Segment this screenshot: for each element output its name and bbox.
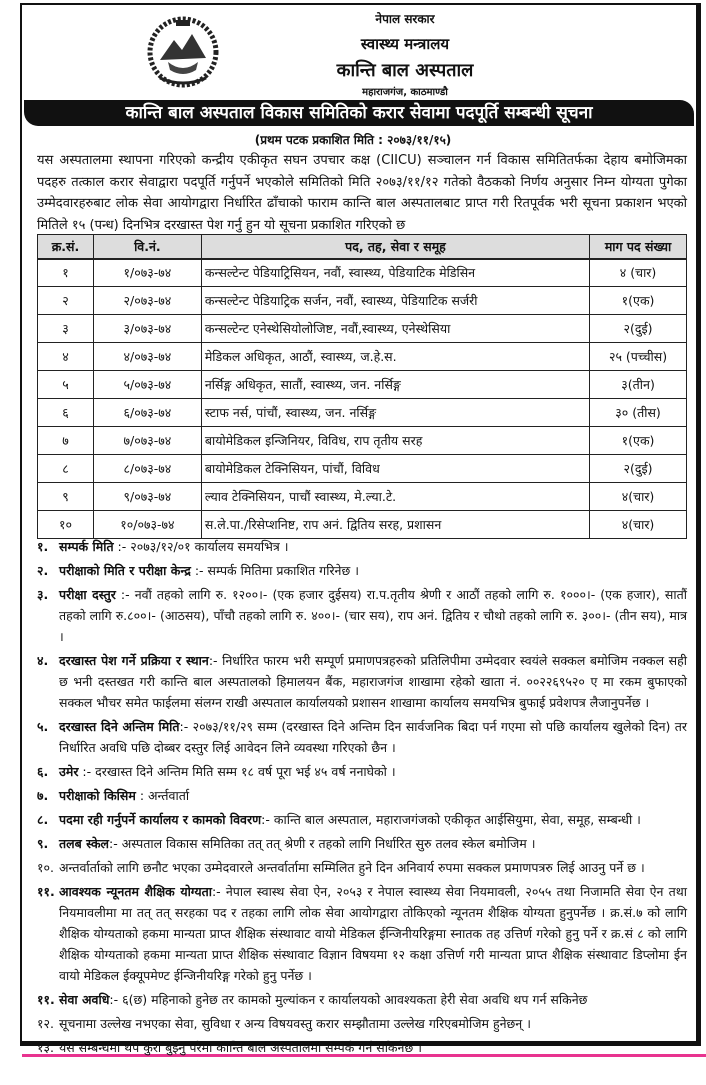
table-row (38, 371, 687, 399)
item-body (59, 881, 687, 986)
item-text: :- नवौं तहको लागि रु. १२००।- (एक हजार दुईसय) रा.प.तृतीय श्रेणी र आठौं तहको लागि रु. १०००।- (एक हजार), सातौं तहको लागि रु.८००।- (आठसय), पाँचौ तहको लागि रु. ४००।- (चार सय), राप अनं. द्वितिय र चौथो तहको लागि रु. ३००।- (तीन सय), मात्र । (59, 587, 687, 644)
count-cell: ४(चार) (590, 483, 687, 511)
item-body (59, 857, 645, 878)
item-number: ३. (37, 587, 49, 602)
item-label: सम्पर्क मिति (59, 539, 114, 554)
item-label: उमेर (59, 764, 79, 779)
position-cell: कन्सल्टेन्ट एनेस्थेसियोलोजिष्ट, नवौं,स्वास्थ्य, एनेस्थेसिया (201, 315, 589, 343)
ad-number-cell: १०/०७३-७४ (93, 511, 201, 539)
terms-list (37, 536, 687, 1061)
item-label: आवश्यक न्यूनतम शैक्षिक योग्यता (59, 884, 212, 899)
position-cell: मेडिकल अधिकृत, आठौं, स्वास्थ्य, ज.हे.स. (201, 343, 589, 371)
count-cell: २(दुई) (590, 455, 687, 483)
item-label: परीक्षा दस्तुर (59, 587, 116, 602)
item-text: अन्तर्वार्ताको लागि छनौट भएका उम्मेदवारले अन्तर्वार्तामा सम्मिलित हुने दिन अनिवार्य रुपमा सक्कल प्रमाणपत्ररु लिई आउनु पर्ने छ । (59, 860, 645, 875)
item-number: २. (37, 563, 49, 578)
item-body (59, 536, 288, 557)
item-text: :- २०७३/१२/०१ कार्यालय समयभित्र । (113, 539, 289, 554)
ad-number-cell: ९/०७३-७४ (93, 483, 201, 511)
table-row (38, 287, 687, 315)
list-item (37, 1013, 687, 1034)
hospital-address: महाराजगंज, काठमाण्डौ (362, 87, 448, 98)
item-body (59, 833, 535, 854)
serial-cell: ७ (38, 427, 94, 455)
hospital-name: कान्ति बाल अस्पताल (336, 60, 474, 81)
table-row (38, 343, 687, 371)
item-body (59, 584, 687, 647)
item-label: दरखास्त पेश गर्ने प्रक्रिया र स्थान (59, 653, 209, 668)
position-cell: बायोमेडिकल इन्जिनियर, विविध, राप तृतीय सरह (201, 427, 589, 455)
item-body (59, 1037, 422, 1058)
serial-cell: ९ (38, 483, 94, 511)
position-cell: स.ले.पा./रिसेप्शनिष्ट, राप अनं. द्वितिय सरह, प्रशासन (201, 511, 589, 539)
item-body (59, 650, 687, 713)
intro-paragraph: यस अस्पतालमा स्थापना गरिएको कन्द्रीय एकीकृत सघन उपचार कक्ष (CIICU) सञ्चालन गर्न विकास समितितर्फका देहाय बमोजिमका पदहरु तत्काल करार सेवाद्वारा पदपूर्ति गर्नुपर्ने भएकोले समितिको मिति २०७३/११/१२ गतेको वैठकको निर्णय अनुसार निम्न योग्यता पुगेका उम्मेदवारहरुबाट लोक सेवा आयोगद्वारा निर्धारित ढाँचाको फाराम कान्ति बाल अस्पतालबाट प्राप्त गरी रितपूर्वक भरी सूचना प्रकाशन भएको मितिले १५ (पन्ध) दिनभित्र दरखास्त पेश गर्नु हुन यो सूचना प्रकाशित गरिएको छ (37, 153, 687, 233)
list-item (37, 989, 687, 1010)
column-header: पद, तह, सेवा र समूह (201, 235, 589, 259)
item-text: :- अस्पताल विकास समितिका तत् तत् श्रेणी र तहको लागि निर्धारित सुरु तलव स्केल बमोजिम । (109, 836, 536, 851)
list-item (37, 716, 687, 758)
column-header: माग पद संख्या (590, 235, 687, 259)
item-text: :- कान्ति बाल अस्पताल, महाराजगंजको एकीकृत आईसियुमा, सेवा, समूह, सम्बन्धी । (261, 812, 641, 827)
ministry-name: स्वास्थ्य मन्त्रालय (360, 35, 450, 53)
count-cell: २५ (पच्चीस) (590, 343, 687, 371)
ad-number-cell: ५/०७३-७४ (93, 371, 201, 399)
table-row (38, 455, 687, 483)
item-number: ४. (37, 653, 49, 668)
ad-number-cell: ६/०७३-७४ (93, 399, 201, 427)
item-text: :- सम्पर्क मितिमा प्रकाशित गरिनेछ । (190, 563, 359, 578)
position-cell: ल्याव टेक्निसियन, पाचौं स्वास्थ्य, मे.ल्या.टे. (201, 483, 589, 511)
table-row (38, 427, 687, 455)
item-body (59, 1013, 531, 1034)
count-cell: २(दुई) (590, 315, 687, 343)
list-item (37, 650, 687, 713)
item-number: ७. (37, 788, 49, 803)
publication-date: (प्रथम पटक प्रकाशित मिति : २०७३/११/१५) (254, 133, 452, 147)
count-cell: ४ (चार) (590, 259, 687, 287)
count-cell: १(एक) (590, 287, 687, 315)
list-item (37, 785, 687, 806)
column-header: वि.नं. (93, 235, 201, 259)
list-item (37, 833, 687, 854)
item-number: ९. (37, 836, 49, 851)
item-text: :- नेपाल स्वास्थ सेवा ऐन, २०५३ र नेपाल स्वास्थ्य सेवा नियमावली, २०५५ तथा निजामति सेवा ऐन तथा नियमावलीमा मा तत् तत् सरहका पद र तहका लागि लोक सेवा आयोगद्वारा तोकिएको न्यूनतम शैक्षिक योग्यता हुनुपर्नेछ । क्र.सं.७ को लागि शैक्षिक योग्यताको हकमा मान्यता प्राप्त शैक्षिक संस्थावाट वायो मेडिकल ईन्जिनीयरिङ्गमा स्नातक तह उत्तिर्ण गरेको हुनु पर्ने र क्र.सं ८ को लागि शैक्षिक योग्यताको हकमा मान्यता प्राप्त शैक्षिक संस्थावाट विज्ञान विषयमा १२ कक्षा उत्तिर्ण गरी मान्यता प्राप्त शैक्षिक संस्थावाट डिप्लोमा ईन वायो मेडिकल ईक्यूपमेण्ट ईन्जिनीयरिङ्ग गरेको हुनु पर्नेछ । (59, 884, 687, 983)
ad-number-cell: १/०७३-७४ (93, 259, 201, 287)
list-item (37, 857, 687, 878)
vacancy-table (37, 234, 687, 539)
item-number: ६. (37, 764, 49, 779)
serial-cell: ८ (38, 455, 94, 483)
position-cell: कन्सल्टेन्ट पेडियाट्रिसियन, नवौं, स्वास्थ्य, पेडियाटिक मेडिसिन (201, 259, 589, 287)
item-number: ५. (37, 719, 49, 734)
item-text: :- निर्धारित फारम भरी सम्पूर्ण प्रमाणपत्रहरुको प्रतिलिपीमा उम्मेदवार स्वयंले सक्कल बमोजिम नक्कल सही छ भनी दस्तखत गरी कान्ति बाल अस्पतालको हिमालयन बैंक, महाराजगंज शाखामा रहेको खाता नं. ००२२६९५२० ए मा रकम बुफाएको सक्कल भौचर समेत फाईलमा संलग्न राखी अस्पताल कार्यालयको प्रशासन शाखामा कार्यालय समयभित्र बुफाई प्रवेशपत्र लैजानुपर्नेछ । (59, 653, 687, 710)
item-body (59, 761, 396, 782)
table-header-row (38, 235, 687, 259)
serial-cell: ३ (38, 315, 94, 343)
list-item (37, 881, 687, 986)
list-item (37, 560, 687, 581)
item-number: ८. (37, 812, 49, 827)
notice-title-banner: कान्ति बाल अस्पताल विकास समितिको करार सेवामा पदपूर्ति सम्बन्धी सूचना (24, 100, 694, 126)
item-label: परीक्षाको किसिम (59, 788, 136, 803)
item-body (59, 809, 641, 830)
item-number: ११. (37, 884, 55, 899)
item-text: सूचनामा उल्लेख नभएका सेवा, सुविधा र अन्य विषयवस्तु करार सम्झौतामा उल्लेख गरिएबमोजिम हुनेछन् । (59, 1016, 531, 1031)
item-number: १०. (37, 860, 54, 875)
item-label: सेवा अवधि (59, 992, 110, 1007)
item-text: :- २०७३/११/२९ सम्म (दरखास्त दिने अन्तिम दिन सार्वजनिक बिदा पर्न गएमा सो पछि कार्यालय खुलेको दिन) तर निर्धारित अवधि पछि दोब्बर दस्तुर लिई आवेदन लिने व्यवस्था गरिएको छैन । (59, 719, 687, 755)
position-cell: कन्सल्टेन्ट पेडियाट्रिक सर्जन, नवौं, स्वास्थ्य, पेडियाटिक सर्जरी (201, 287, 589, 315)
ad-number-cell: ४/०७३-७४ (93, 343, 201, 371)
table-row (38, 511, 687, 539)
list-item (37, 761, 687, 782)
position-cell: बायोमेडिकल टेक्निसियन, पांचौं, विविध (201, 455, 589, 483)
item-label: परीक्षाको मिति र परीक्षा केन्द्र (59, 563, 191, 578)
count-cell: ३(तीन) (590, 371, 687, 399)
serial-cell: ४ (38, 343, 94, 371)
item-body (59, 716, 687, 758)
position-cell: स्टाफ नर्स, पांचौं, स्वास्थ्य, जन. नर्सिङ्ग (201, 399, 589, 427)
item-text: यस सम्बन्धमा थप कुरा बुझ्नु परेमा कान्ति बाल अस्पतालमा सम्पर्क गर्न सकिनेछ । (59, 1040, 422, 1055)
item-text: :- ६(छ) महिनाको हुनेछ तर कामको मुल्यांकन र कार्यालयको आवश्यकता हेरी सेवा अवधि थप गर्न सकिनेछ (109, 992, 588, 1007)
serial-cell: ६ (38, 399, 94, 427)
item-label: पदमा रही गर्नुपर्ने कार्यालय र कामको विवरण (59, 812, 262, 827)
item-number: ११. (37, 992, 55, 1007)
list-item (37, 536, 687, 557)
ad-number-cell: ७/०७३-७४ (93, 427, 201, 455)
serial-cell: १ (38, 259, 94, 287)
count-cell: ४(चार) (590, 511, 687, 539)
position-cell: नर्सिङ्ग अधिकृत, सातौं, स्वास्थ्य, जन. नर्सिङ्ग (201, 371, 589, 399)
item-text: :- दरखास्त दिने अन्तिम मिति सम्म १८ वर्ष पूरा भई ४५ वर्ष ननाघेको । (78, 764, 396, 779)
item-body (59, 989, 587, 1010)
table-row (38, 483, 687, 511)
serial-cell: १० (38, 511, 94, 539)
count-cell: ३० (तीस) (590, 399, 687, 427)
count-cell: १(एक) (590, 427, 687, 455)
column-header: क्र.सं. (38, 235, 94, 259)
table-row (38, 399, 687, 427)
list-item (37, 584, 687, 647)
item-number: १३. (37, 1040, 54, 1055)
item-number: १२. (37, 1016, 54, 1031)
ad-number-cell: ८/०७३-७४ (93, 455, 201, 483)
item-body (59, 560, 359, 581)
table-row (38, 315, 687, 343)
serial-cell: २ (38, 287, 94, 315)
item-number: १. (37, 539, 49, 554)
item-body (59, 785, 189, 806)
list-item (37, 1037, 687, 1058)
ad-number-cell: २/०७३-७४ (93, 287, 201, 315)
item-text: : अर्न्तवार्ता (135, 788, 190, 803)
government-name: नेपाल सरकार (375, 12, 435, 26)
table-row (38, 259, 687, 287)
item-label: दरखास्त दिने अन्तिम मिति (59, 719, 180, 734)
nepal-emblem-icon (146, 12, 220, 88)
ad-number-cell: ३/०७३-७४ (93, 315, 201, 343)
serial-cell: ५ (38, 371, 94, 399)
list-item (37, 809, 687, 830)
item-label: तलब स्केल (59, 836, 110, 851)
